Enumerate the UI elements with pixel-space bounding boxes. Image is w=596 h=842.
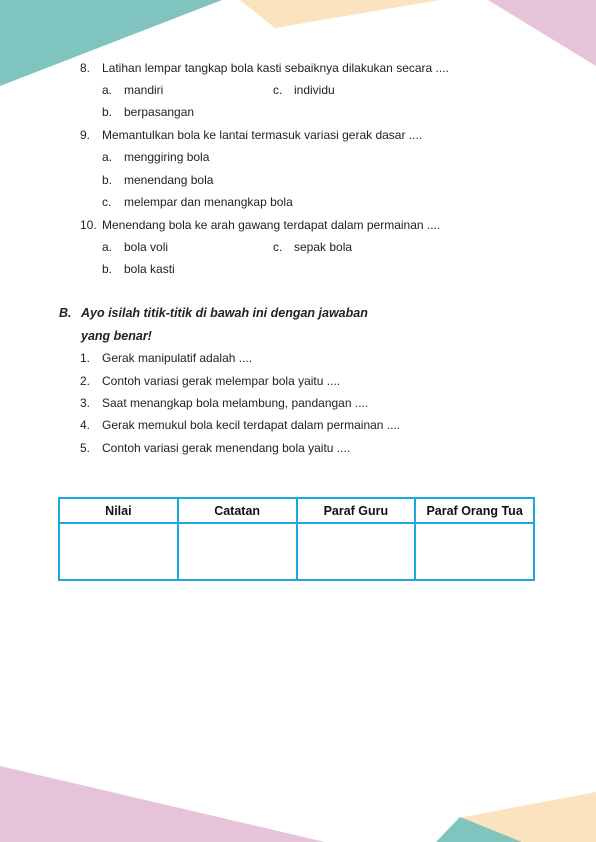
header-nilai: Nilai — [59, 498, 178, 523]
option-letter: a. — [102, 150, 113, 164]
option-letter: b. — [102, 105, 113, 119]
evaluation-table — [58, 497, 535, 581]
top-right-pink-shape — [488, 0, 596, 66]
top-peach-shape — [240, 0, 440, 28]
option-letter: c. — [102, 195, 112, 209]
option-text: bola kasti — [124, 262, 175, 276]
section-title: Ayo isilah titik-titik di bawah ini dengan jawaban — [81, 306, 368, 320]
item-number: 2. — [80, 374, 91, 388]
option-text: menendang bola — [124, 173, 214, 187]
bottom-left-pink-shape — [0, 766, 325, 842]
option-letter: c. — [273, 240, 283, 254]
option-text: sepak bola — [294, 240, 353, 254]
option-letter: a. — [102, 240, 113, 254]
section-letter: B. — [59, 306, 72, 320]
item-number: 3. — [80, 396, 91, 410]
option-text: mandiri — [124, 83, 164, 97]
option-text: menggiring bola — [124, 150, 210, 164]
section-title-continued: yang benar! — [81, 329, 152, 343]
question-text: Latihan lempar tangkap bola kasti sebaiknya dilakukan secara .... — [102, 61, 449, 75]
item-text: Gerak manipulatif adalah .... — [102, 351, 253, 365]
item-text: Contoh variasi gerak melempar bola yaitu .... — [102, 374, 341, 388]
question-number: 9. — [80, 128, 91, 142]
paraf-orang-tua-cell[interactable] — [415, 523, 534, 580]
nilai-cell[interactable] — [59, 523, 178, 580]
option-letter: b. — [102, 173, 113, 187]
option-text: berpasangan — [124, 105, 195, 119]
header-paraf-guru: Paraf Guru — [297, 498, 416, 523]
option-text: bola voli — [124, 240, 169, 254]
catatan-cell[interactable] — [178, 523, 297, 580]
item-text: Gerak memukul bola kecil terdapat dalam permainan .... — [102, 418, 401, 432]
item-text: Saat menangkap bola melambung, pandangan .... — [102, 396, 369, 410]
question-number: 10. — [80, 218, 97, 232]
item-number: 5. — [80, 441, 91, 455]
question-text: Menendang bola ke arah gawang terdapat dalam permainan .... — [102, 218, 441, 232]
option-letter: c. — [273, 83, 283, 97]
table-row — [59, 523, 534, 580]
table-header-row — [59, 498, 534, 523]
paraf-guru-cell[interactable] — [297, 523, 416, 580]
question-text: Memantulkan bola ke lantai termasuk variasi gerak dasar .... — [102, 128, 423, 142]
option-letter: b. — [102, 262, 113, 276]
item-number: 4. — [80, 418, 91, 432]
option-text: melempar dan menangkap bola — [124, 195, 293, 209]
header-catatan: Catatan — [178, 498, 297, 523]
item-text: Contoh variasi gerak menendang bola yaitu .... — [102, 441, 351, 455]
item-number: 1. — [80, 351, 91, 365]
question-number: 8. — [80, 61, 91, 75]
option-letter: a. — [102, 83, 113, 97]
option-text: individu — [294, 83, 335, 97]
header-paraf-orang-tua: Paraf Orang Tua — [415, 498, 534, 523]
